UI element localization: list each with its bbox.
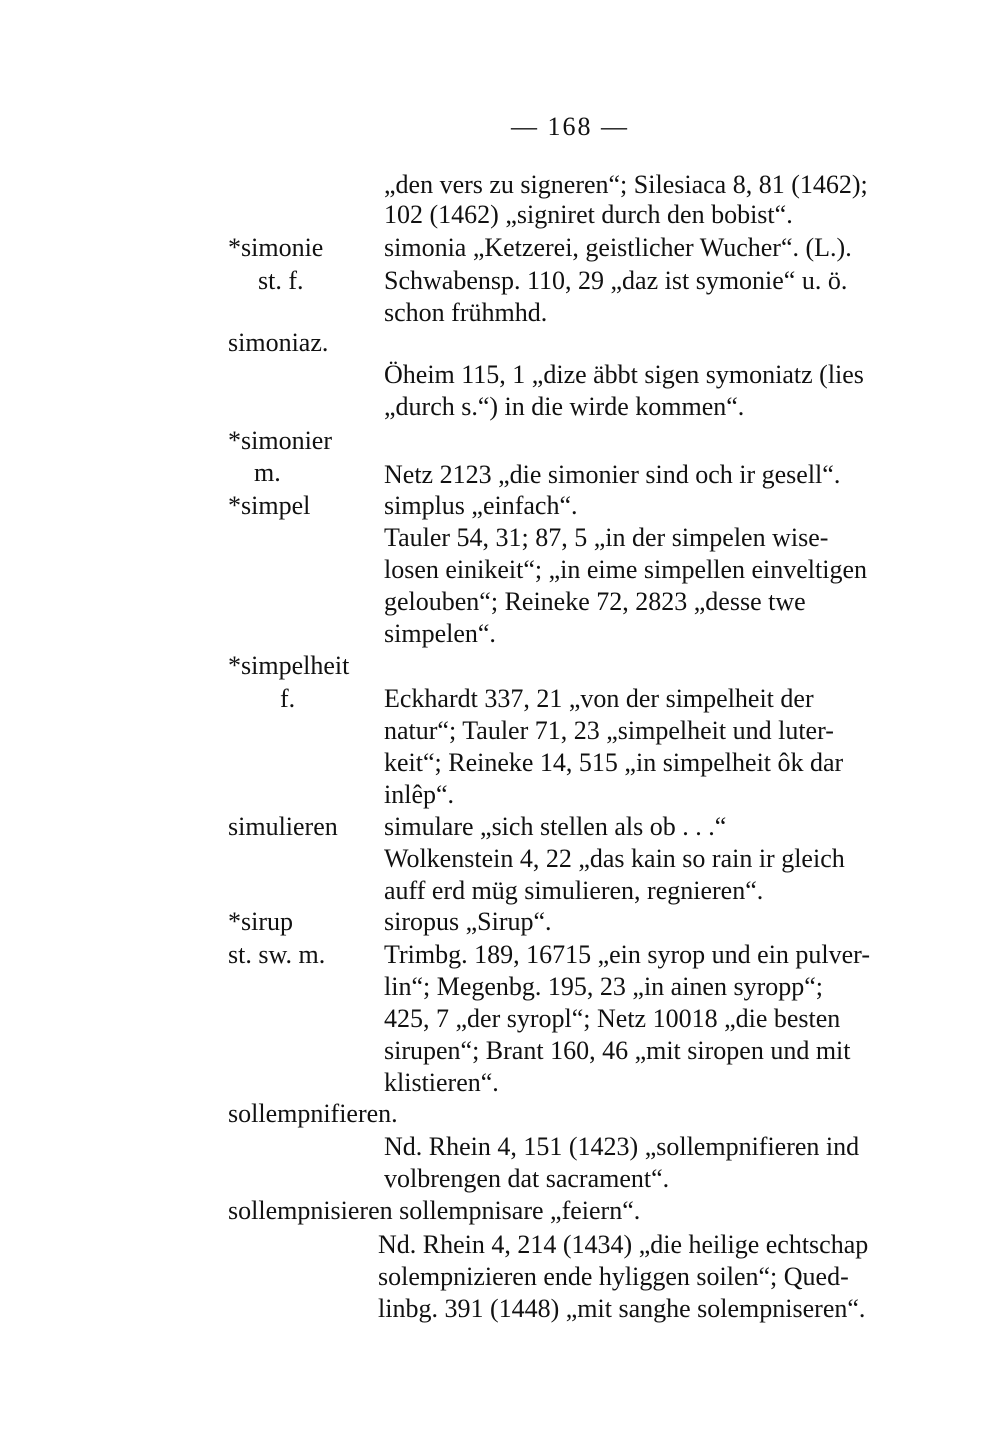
entry-line: 102 (1462) „signiret durch den bobist“.: [384, 200, 793, 229]
entry-line: Trimbg. 189, 16715 „ein syrop und ein pulver-: [384, 940, 870, 969]
headword: *simpel: [228, 491, 311, 520]
entry-line: gelouben“; Reineke 72, 2823 „desse twe: [384, 587, 806, 616]
headword-grammar: st. sw. m.: [228, 940, 326, 969]
entry-line: Schwabensp. 110, 29 „daz ist symonie“ u. ö.: [384, 266, 848, 295]
entry-line: Öheim 115, 1 „dize äbbt sigen symoniatz (lies: [384, 360, 864, 389]
entry-line: sirupen“; Brant 160, 46 „mit siropen und mit: [384, 1036, 851, 1065]
headword: *simonie: [228, 233, 324, 262]
entry-line: inlêp“.: [384, 780, 455, 809]
entry-line: Eckhardt 337, 21 „von der simpelheit der: [384, 684, 814, 713]
entry-line: Wolkenstein 4, 22 „das kain so rain ir gleich: [384, 844, 845, 873]
entry-line: „den vers zu signeren“; Silesiaca 8, 81 (1462);: [384, 170, 868, 199]
headword: *simpelheit: [228, 651, 350, 680]
headword-grammar: m.: [254, 458, 281, 487]
entry-line: simplus „einfach“.: [384, 491, 578, 520]
entry-line: Netz 2123 „die simonier sind och ir gesell“.: [384, 460, 841, 489]
entry-line: losen einikeit“; „in eime simpellen einveltigen: [384, 555, 868, 584]
entry-line: simulare „sich stellen als ob . . .“: [384, 812, 727, 841]
entry-line: simonia „Ketzerei, geistlicher Wucher“. (L.).: [384, 233, 852, 262]
entry-line: auff erd müg simulieren, regnieren“.: [384, 876, 764, 905]
entry-line: keit“; Reineke 14, 515 „in simpelheit ôk dar: [384, 748, 844, 777]
entry-line: linbg. 391 (1448) „mit sanghe solempniseren“.: [378, 1294, 866, 1323]
entry-line: Tauler 54, 31; 87, 5 „in der simpelen wise-: [384, 523, 829, 552]
headword: simoniaz.: [228, 328, 329, 357]
headword: simulieren: [228, 812, 338, 841]
entry-line: Nd. Rhein 4, 151 (1423) „sollempnifieren ind: [384, 1132, 860, 1161]
headword: sollempnifieren.: [228, 1099, 398, 1128]
headword: *sirup: [228, 907, 293, 936]
page-number: — 168 —: [511, 112, 629, 141]
entry-line: siropus „Sirup“.: [384, 907, 552, 936]
entry-line: volbrengen dat sacrament“.: [384, 1164, 670, 1193]
entry-line: 425, 7 „der syropl“; Netz 10018 „die besten: [384, 1004, 841, 1033]
entry-line: lin“; Megenbg. 195, 23 „in ainen syropp“;: [384, 972, 824, 1001]
headword-grammar: f.: [280, 684, 296, 713]
entry-line: solempnizieren ende hyliggen soilen“; Qued-: [378, 1262, 849, 1291]
headword-line: sollempnisieren sollempnisare „feiern“.: [228, 1196, 641, 1225]
entry-line: „durch s.“) in die wirde kommen“.: [384, 392, 745, 421]
entry-line: Nd. Rhein 4, 214 (1434) „die heilige echtschap: [378, 1230, 869, 1259]
entry-line: simpelen“.: [384, 619, 496, 648]
headword: *simonier: [228, 426, 332, 455]
entry-line: schon frühmhd.: [384, 298, 548, 327]
headword-grammar: st. f.: [258, 266, 304, 295]
entry-line: klistieren“.: [384, 1068, 499, 1097]
entry-line: natur“; Tauler 71, 23 „simpelheit und luter-: [384, 716, 834, 745]
